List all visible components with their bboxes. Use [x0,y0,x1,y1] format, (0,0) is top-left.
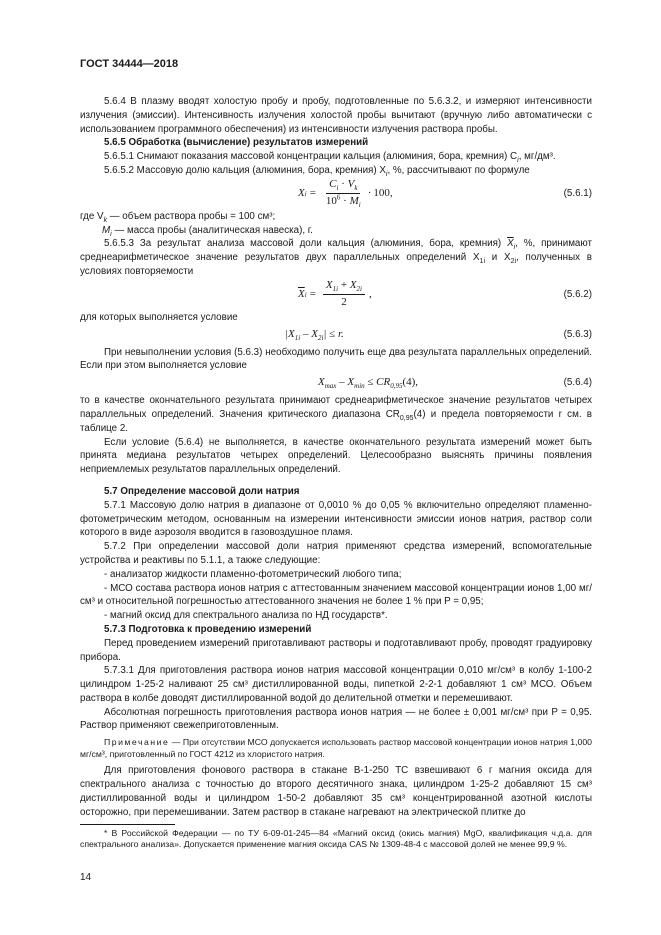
formula-5-6-1: X i = $\frac{C_i \cdot V_k}{10^6 \cdot M_i}$ · 100 , (5.6.1) [298,178,592,210]
page-number: 14 [80,872,92,883]
list-item: - магний оксид для спектрального анализа по НД государств*. [104,610,388,622]
heading-5-7-3: 5.7.3 Подготовка к проведению измерений [104,623,312,635]
formula-5-6-4: $X_{max} - X_{min} \le CR_{0,95}(4)$, (5.6.4) [318,376,592,391]
note: Примечание — При отсутствии МСО допускается использовать раствор массовой концентрации ионов натрия 1,000 мг/см³, приготовленный по ГОСТ 4212 из хлористого натрия. [80,737,592,759]
formula-number: (5.6.3) [563,328,592,340]
where-vk: где $V_k$ — объем раствора пробы = 100 см³; [80,210,276,224]
paragraph-final-result: то в качестве окончательного результата принимают среднеарифметическое значение результатов четырех параллельных определений. Значения критического диапазона $CR_{0,95}(4)$ и предела повторяемости r см. в таблице 2. [80,395,592,434]
paragraph-5-7-1: 5.7.1 Массовую долю натрия в диапазоне от 0,0010 % до 0,05 % включительно определяют пламенно-фотометрическим методом, основанным на измерении интенсивности эмиссии ионов натрия, раствор соли которого в виде аэрозоля вводится в газовоздушное пламя. [80,499,592,539]
paragraph-median: Если условие (5.6.4) не выполняется, в качестве окончательного результата измерений может быть принята медиана результатов четырех определений. Целесообразно выяснять причины появления неприемлемых результатов параллельных определений. [80,436,592,476]
footnote-divider [80,824,175,825]
paragraph-5-7-3: Перед проведением измерений приготавливают растворы и подготавливают пробу, проводят градуировку прибора. [80,637,592,663]
list-item: - МСО состава раствора ионов натрия с аттестованным значением массовой концентрации ионов 1,00 мг/см³ и относительной погрешностью аттестованного значения не более 1 % при P = 0,95; [80,582,592,608]
formula-5-6-3: $|X_{1i} - X_{2i}| \le r$. (5.6.3) [285,327,592,342]
heading-5-6-5: 5.6.5 Обработка (вычисление) результатов измерений [104,137,369,149]
paragraph-abs-error: Абсолютная погрешность приготовления раствора ионов натрия — не более ± 0,001 мг/см³ при P = 0,95. Раствор применяют свежеприготовленным. [80,706,592,732]
page-content [80,95,592,851]
paragraph-5-6-5-3: 5.6.5.3 За результат анализа массовой доли кальция (алюминия, бора, кремния) $\overline{X}_i$, %, принимают среднеарифметическое значение результатов двух параллельных определений $X_{1i}$ и $X_{2i}$, полученных в условиях повторяемости [80,238,593,277]
formula-number: (5.6.2) [563,288,592,300]
paragraph-background-solution: Для приготовления фонового раствора в стакане В-1-250 ТС взвешивают 6 г магния оксида для спектрального анализа с точностью до второго десятичного знака, цилиндром 1-25-2 добавляют 15 см³ дистиллированной воды и цилиндром 1-50-2 добавляют 35 см³ концентрированной азотной кислоты осторожно, при перемешивании. Затем раствор в стакане нагревают на электрической плитке до [80,765,592,818]
condition-intro: для которых выполняется условие [80,311,238,323]
where-mi: $M_i$ — масса пробы (аналитическая навеска), г. [102,224,313,238]
paragraph-5-7-2: 5.7.2 При определении массовой доли натрия применяют средства измерений, вспомогательные устройства и реактивы по 5.1.1, а также следующие: [80,541,592,566]
formula-number: (5.6.1) [563,187,592,199]
paragraph-5-7-3-1: 5.7.3.1 Для приготовления раствора ионов натрия массовой концентрации 0,010 мг/см³ в колбу 1-100-2 цилиндром 1-25-2 наливают 25 см³ дистиллированной воды, пипеткой 2-2-1 добавляют 1 см³ МСО. Объем раствора в колбе доводят дистиллированной водой до делительной отметки и перемешивают. [80,665,592,704]
paragraph-fail-condition: При невыполнении условия (5.6.3) необходимо получить еще два результата параллельных определений. Если при этом выполняется условие [80,346,592,372]
formula-number: (5.6.4) [563,377,592,389]
formula-5-6-2: $\overline{X}$ i = $\frac{X_{1i} + X_{2i}}{2}$ , (5.6.2) [298,279,592,309]
footnote: * В Российской Федерации — по ТУ 6-09-01-245—84 «Магний оксид (окись магния) MgO, квалификация ч.д.а. для спектрального анализа». Допускается применение магния оксида CAS № 1309-48-4 с массовой долей не менее 99,9 %. [80,827,592,850]
paragraph-5-6-5-2: 5.6.5.2 Массовую долю кальция (алюминия, бора, кремния) $X_i$, %, рассчитывают по формуле [104,164,530,178]
paragraph-5-6-5-1: 5.6.5.1 Снимают показания массовой концентрации кальция (алюминия, бора, кремния) $C_i$, мг/дм³. [104,151,556,165]
document-header: ГОСТ 34444—2018 [80,58,179,70]
paragraph-5-6-4: 5.6.4 В плазму вводят холостую пробу и пробу, подготовленные по 5.6.3.2, и измеряют интенсивности излучения (эмиссии). Интенсивность излучения холостой пробы вычитают (вручную либо автоматически с использованием программного обеспечения) из интенсивности излучения раствора пробы. [80,96,592,135]
list-item: - анализатор жидкости пламенно-фотометрический любого типа; [104,568,402,580]
heading-5-7: 5.7 Определение массовой доли натрия [104,485,300,497]
